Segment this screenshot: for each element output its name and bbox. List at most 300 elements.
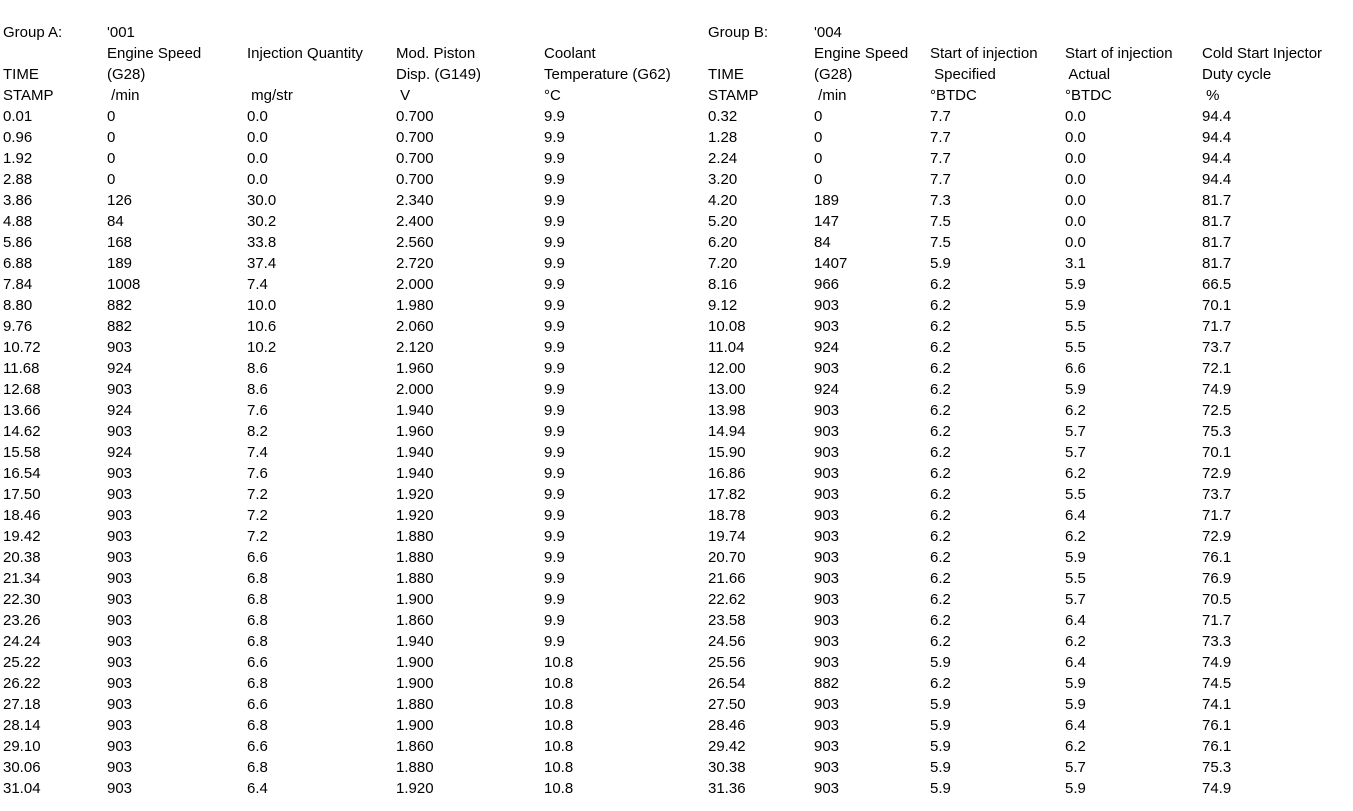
table-cell: 5.7	[1065, 591, 1086, 608]
table-cell: 10.72	[3, 339, 41, 356]
table-cell: 73.7	[1202, 486, 1232, 503]
table-cell: 6.2	[930, 381, 951, 398]
table-cell: 0.700	[396, 108, 434, 125]
table-cell: 6.8	[247, 717, 268, 734]
table-cell: 5.7	[1065, 444, 1086, 461]
table-cell: 0.0	[247, 171, 268, 188]
table-cell: 924	[107, 444, 133, 461]
table-cell: 1.940	[396, 402, 434, 419]
table-cell: 15.58	[3, 444, 41, 461]
table-cell: 903	[107, 738, 133, 755]
table-cell: 5.9	[930, 255, 951, 272]
column-header: STAMP	[708, 87, 759, 104]
table-cell: 2.000	[396, 381, 434, 398]
table-cell: 27.50	[708, 696, 746, 713]
table-cell: 25.22	[3, 654, 41, 671]
column-header: (G28)	[107, 66, 146, 83]
table-cell: 1.900	[396, 591, 434, 608]
table-cell: 6.8	[247, 591, 268, 608]
table-cell: 1.920	[396, 780, 434, 797]
table-cell: 81.7	[1202, 192, 1232, 209]
table-cell: 903	[107, 549, 133, 566]
column-header: Injection Quantity	[247, 45, 363, 62]
table-cell: 0.0	[1065, 150, 1086, 167]
table-cell: 7.7	[930, 108, 951, 125]
table-cell: 6.8	[247, 570, 268, 587]
table-cell: 9.9	[544, 444, 565, 461]
table-cell: 903	[107, 465, 133, 482]
column-header: Engine Speed	[814, 45, 909, 62]
table-cell: 16.54	[3, 465, 41, 482]
table-cell: 7.20	[708, 255, 738, 272]
table-cell: 74.1	[1202, 696, 1232, 713]
table-cell: 903	[814, 696, 840, 713]
table-cell: 0.700	[396, 150, 434, 167]
table-cell: 903	[107, 339, 133, 356]
group-label: Group B:	[708, 24, 769, 41]
table-cell: 8.16	[708, 276, 738, 293]
table-cell: 5.9	[1065, 696, 1086, 713]
table-cell: 0.0	[247, 129, 268, 146]
table-cell: 30.38	[708, 759, 746, 776]
table-cell: 5.9	[930, 654, 951, 671]
table-cell: 9.9	[544, 528, 565, 545]
table-cell: 28.14	[3, 717, 41, 734]
table-cell: 9.9	[544, 612, 565, 629]
table-cell: 6.6	[247, 738, 268, 755]
table-cell: 6.8	[247, 675, 268, 692]
table-cell: 8.80	[3, 297, 33, 314]
table-cell: 29.10	[3, 738, 41, 755]
table-cell: 924	[814, 339, 840, 356]
table-cell: 5.9	[930, 738, 951, 755]
table-cell: 13.98	[708, 402, 746, 419]
table-cell: 7.5	[930, 234, 951, 251]
column-header: Cold Start Injector	[1202, 45, 1323, 62]
group-label: Group A:	[3, 24, 63, 41]
table-cell: 9.9	[544, 633, 565, 650]
table-cell: 9.9	[544, 108, 565, 125]
table-cell: 94.4	[1202, 150, 1232, 167]
table-cell: 10.2	[247, 339, 277, 356]
table-cell: 94.4	[1202, 129, 1232, 146]
table-cell: 6.20	[708, 234, 738, 251]
table-cell: 12.00	[708, 360, 746, 377]
block-number: '001	[107, 24, 135, 41]
table-cell: 27.18	[3, 696, 41, 713]
table-cell: 73.3	[1202, 633, 1232, 650]
table-cell: 903	[107, 486, 133, 503]
table-cell: 3.20	[708, 171, 738, 188]
table-cell: 8.6	[247, 381, 268, 398]
table-cell: 903	[814, 528, 840, 545]
table-cell: 7.4	[247, 276, 268, 293]
table-cell: 903	[814, 486, 840, 503]
table-cell: 6.2	[1065, 402, 1086, 419]
table-cell: 5.86	[3, 234, 33, 251]
table-cell: 1008	[107, 276, 141, 293]
table-cell: 70.1	[1202, 297, 1232, 314]
table-cell: 6.2	[930, 297, 951, 314]
table-cell: 7.84	[3, 276, 33, 293]
table-cell: 10.8	[544, 738, 574, 755]
table-cell: 6.2	[1065, 738, 1086, 755]
table-cell: 9.9	[544, 381, 565, 398]
table-cell: 7.3	[930, 192, 951, 209]
table-cell: 29.42	[708, 738, 746, 755]
table-cell: 2.560	[396, 234, 434, 251]
table-cell: 74.9	[1202, 381, 1232, 398]
table-cell: 3.1	[1065, 255, 1086, 272]
table-cell: 75.3	[1202, 759, 1232, 776]
table-cell: 903	[107, 717, 133, 734]
table-cell: 1.880	[396, 696, 434, 713]
table-cell: 1.860	[396, 612, 434, 629]
table-cell: 10.8	[544, 780, 574, 797]
table-cell: 0	[814, 150, 823, 167]
table-cell: 7.2	[247, 486, 268, 503]
table-cell: 14.62	[3, 423, 41, 440]
table-cell: 903	[814, 759, 840, 776]
table-cell: 11.04	[708, 339, 745, 356]
table-cell: 1.28	[708, 129, 738, 146]
table-cell: 924	[814, 381, 840, 398]
table-cell: 903	[814, 738, 840, 755]
table-cell: 37.4	[247, 255, 277, 272]
table-cell: 4.88	[3, 213, 33, 230]
table-cell: 903	[107, 612, 133, 629]
column-header: Specified	[930, 66, 996, 83]
block-number: '004	[814, 24, 842, 41]
table-cell: 6.2	[930, 465, 951, 482]
table-cell: 26.22	[3, 675, 41, 692]
table-cell: 903	[814, 549, 840, 566]
table-cell: 74.5	[1202, 675, 1232, 692]
table-cell: 0.96	[3, 129, 33, 146]
table-cell: 9.76	[3, 318, 33, 335]
table-cell: 6.2	[930, 507, 951, 524]
table-cell: 7.2	[247, 507, 268, 524]
column-header: %	[1202, 87, 1220, 104]
table-cell: 1.880	[396, 570, 434, 587]
table-cell: 6.6	[247, 549, 268, 566]
column-header: /min	[107, 87, 140, 104]
table-cell: 903	[107, 696, 133, 713]
table-cell: 9.9	[544, 297, 565, 314]
table-cell: 903	[814, 570, 840, 587]
column-header: Disp. (G149)	[396, 66, 482, 83]
table-cell: 6.2	[930, 339, 951, 356]
table-cell: 5.9	[1065, 549, 1086, 566]
table-cell: 6.4	[1065, 717, 1086, 734]
table-cell: 6.2	[930, 549, 951, 566]
table-cell: 7.6	[247, 402, 268, 419]
table-cell: 903	[814, 423, 840, 440]
table-cell: 9.9	[544, 570, 565, 587]
table-cell: 28.46	[708, 717, 746, 734]
column-header: Engine Speed	[107, 45, 202, 62]
table-cell: 6.88	[3, 255, 33, 272]
column-header: mg/str	[247, 87, 293, 104]
table-cell: 5.9	[930, 696, 951, 713]
table-cell: 9.9	[544, 591, 565, 608]
table-cell: 10.0	[247, 297, 277, 314]
table-cell: 1.900	[396, 675, 434, 692]
table-cell: 6.2	[930, 612, 951, 629]
table-cell: 74.9	[1202, 780, 1232, 797]
table-cell: 20.38	[3, 549, 41, 566]
table-cell: 903	[814, 444, 840, 461]
table-cell: 10.8	[544, 717, 574, 734]
table-cell: 10.8	[544, 654, 574, 671]
table-cell: 5.5	[1065, 486, 1086, 503]
table-cell: 18.46	[3, 507, 41, 524]
column-header: /min	[814, 87, 847, 104]
table-cell: 6.4	[1065, 507, 1086, 524]
table-cell: 76.1	[1202, 738, 1232, 755]
table-cell: 6.8	[247, 612, 268, 629]
table-cell: 903	[814, 633, 840, 650]
column-header: Actual	[1065, 66, 1111, 83]
table-cell: 903	[107, 570, 133, 587]
table-cell: 0.0	[1065, 213, 1086, 230]
table-cell: 7.7	[930, 129, 951, 146]
table-cell: 5.9	[1065, 780, 1086, 797]
table-cell: 1407	[814, 255, 848, 272]
table-cell: 17.82	[708, 486, 746, 503]
table-cell: 903	[814, 402, 840, 419]
table-cell: 0.700	[396, 171, 434, 188]
table-cell: 6.2	[930, 318, 951, 335]
table-cell: 15.90	[708, 444, 746, 461]
table-cell: 6.4	[1065, 612, 1086, 629]
table-cell: 6.2	[930, 570, 951, 587]
table-cell: 0.0	[247, 150, 268, 167]
table-cell: 6.2	[930, 276, 951, 293]
table-cell: 10.8	[544, 759, 574, 776]
table-cell: 5.5	[1065, 339, 1086, 356]
table-cell: 26.54	[708, 675, 746, 692]
table-cell: 1.940	[396, 633, 434, 650]
table-cell: 0	[107, 150, 116, 167]
table-cell: 903	[814, 654, 840, 671]
table-cell: 72.1	[1202, 360, 1232, 377]
table-cell: 7.7	[930, 150, 951, 167]
table-cell: 903	[107, 633, 133, 650]
table-cell: 9.9	[544, 213, 565, 230]
table-cell: 10.08	[708, 318, 746, 335]
table-cell: 9.9	[544, 549, 565, 566]
table-cell: 2.340	[396, 192, 434, 209]
table-cell: 0.0	[1065, 171, 1086, 188]
table-cell: 1.940	[396, 465, 434, 482]
column-header: (G28)	[814, 66, 853, 83]
table-cell: 882	[107, 318, 133, 335]
table-cell: 9.9	[544, 171, 565, 188]
table-cell: 22.62	[708, 591, 746, 608]
table-cell: 5.9	[930, 780, 951, 797]
table-cell: 903	[107, 759, 133, 776]
table-cell: 6.4	[247, 780, 268, 797]
table-cell: 903	[107, 423, 133, 440]
table-cell: 189	[814, 192, 840, 209]
column-header: Start of injection	[930, 45, 1038, 62]
table-cell: 0	[814, 108, 823, 125]
table-cell: 1.920	[396, 486, 434, 503]
table-cell: 1.960	[396, 423, 434, 440]
table-cell: 6.6	[247, 654, 268, 671]
table-cell: 924	[107, 360, 133, 377]
table-cell: 903	[814, 507, 840, 524]
table-cell: 1.900	[396, 654, 434, 671]
table-cell: 0	[107, 171, 116, 188]
table-cell: 13.66	[3, 402, 41, 419]
table-cell: 903	[814, 780, 840, 797]
table-cell: 72.9	[1202, 465, 1232, 482]
table-cell: 75.3	[1202, 423, 1232, 440]
table-cell: 903	[814, 612, 840, 629]
table-cell: 71.7	[1202, 318, 1232, 335]
column-header: °BTDC	[1065, 87, 1112, 104]
table-cell: 168	[107, 234, 133, 251]
table-cell: 903	[107, 528, 133, 545]
table-cell: 9.9	[544, 150, 565, 167]
table-cell: 6.8	[247, 759, 268, 776]
table-cell: 903	[107, 780, 133, 797]
table-cell: 19.74	[708, 528, 746, 545]
table-cell: 903	[107, 654, 133, 671]
column-header: Duty cycle	[1202, 66, 1272, 83]
table-cell: 5.5	[1065, 318, 1086, 335]
table-cell: 19.42	[3, 528, 41, 545]
table-cell: 6.6	[247, 696, 268, 713]
table-cell: 903	[107, 507, 133, 524]
table-cell: 71.7	[1202, 612, 1232, 629]
table-cell: 10.8	[544, 675, 574, 692]
table-cell: 9.9	[544, 360, 565, 377]
table-cell: 5.7	[1065, 759, 1086, 776]
table-cell: 2.720	[396, 255, 434, 272]
table-cell: 6.2	[1065, 465, 1086, 482]
table-cell: 1.860	[396, 738, 434, 755]
table-cell: 6.2	[1065, 528, 1086, 545]
table-cell: 72.9	[1202, 528, 1232, 545]
table-cell: 2.24	[708, 150, 738, 167]
table-cell: 14.94	[708, 423, 746, 440]
table-cell: 903	[814, 717, 840, 734]
table-cell: 76.1	[1202, 549, 1232, 566]
table-cell: 0.0	[1065, 234, 1086, 251]
column-header: Start of injection	[1065, 45, 1173, 62]
table-cell: 2.000	[396, 276, 434, 293]
table-cell: 5.9	[930, 759, 951, 776]
table-cell: 30.06	[3, 759, 41, 776]
table-cell: 84	[814, 234, 831, 251]
table-cell: 6.2	[930, 423, 951, 440]
table-cell: 6.2	[930, 486, 951, 503]
table-cell: 189	[107, 255, 133, 272]
table-cell: 6.4	[1065, 654, 1086, 671]
column-header: Mod. Piston	[396, 45, 476, 62]
table-cell: 5.5	[1065, 570, 1086, 587]
table-cell: 66.5	[1202, 276, 1232, 293]
table-cell: 1.940	[396, 444, 434, 461]
table-cell: 71.7	[1202, 507, 1232, 524]
table-cell: 7.5	[930, 213, 951, 230]
table-cell: 9.9	[544, 507, 565, 524]
table-cell: 0	[814, 129, 823, 146]
table-cell: 1.900	[396, 717, 434, 734]
table-cell: 2.120	[396, 339, 434, 356]
table-cell: 6.8	[247, 633, 268, 650]
table-cell: 903	[814, 591, 840, 608]
table-cell: 882	[107, 297, 133, 314]
column-header: Coolant	[544, 45, 596, 62]
table-cell: 81.7	[1202, 234, 1232, 251]
table-cell: 5.9	[1065, 276, 1086, 293]
column-header: °BTDC	[930, 87, 977, 104]
table-cell: 6.2	[930, 360, 951, 377]
table-cell: 2.060	[396, 318, 434, 335]
table-cell: 5.9	[1065, 297, 1086, 314]
table-cell: 5.9	[1065, 675, 1086, 692]
table-cell: 5.20	[708, 213, 738, 230]
table-cell: 72.5	[1202, 402, 1232, 419]
table-cell: 73.7	[1202, 339, 1232, 356]
table-cell: 0.01	[3, 108, 33, 125]
table-cell: 13.00	[708, 381, 746, 398]
table-cell: 924	[107, 402, 133, 419]
table-cell: 903	[814, 465, 840, 482]
column-header: TIME	[3, 66, 39, 83]
column-header: °C	[544, 87, 561, 104]
table-cell: 1.880	[396, 528, 434, 545]
table-cell: 9.9	[544, 192, 565, 209]
table-cell: 903	[814, 297, 840, 314]
table-cell: 81.7	[1202, 213, 1232, 230]
table-cell: 70.1	[1202, 444, 1232, 461]
table-cell: 9.9	[544, 234, 565, 251]
table-cell: 6.2	[930, 633, 951, 650]
table-cell: 903	[814, 360, 840, 377]
table-cell: 9.9	[544, 339, 565, 356]
table-cell: 1.880	[396, 549, 434, 566]
table-cell: 7.4	[247, 444, 268, 461]
table-cell: 21.34	[3, 570, 41, 587]
table-cell: 5.9	[930, 717, 951, 734]
table-cell: 9.9	[544, 423, 565, 440]
table-cell: 31.04	[3, 780, 41, 797]
table-cell: 8.2	[247, 423, 268, 440]
table-cell: 16.86	[708, 465, 746, 482]
table-cell: 21.66	[708, 570, 746, 587]
table-cell: 24.56	[708, 633, 746, 650]
table-cell: 10.8	[544, 696, 574, 713]
table-cell: 30.0	[247, 192, 277, 209]
table-cell: 4.20	[708, 192, 738, 209]
table-cell: 0	[814, 171, 823, 188]
column-header: STAMP	[3, 87, 54, 104]
table-cell: 20.70	[708, 549, 746, 566]
table-cell: 31.36	[708, 780, 746, 797]
column-header: TIME	[708, 66, 744, 83]
table-cell: 11.68	[3, 360, 40, 377]
table-cell: 1.980	[396, 297, 434, 314]
table-cell: 94.4	[1202, 108, 1232, 125]
table-cell: 7.2	[247, 528, 268, 545]
table-cell: 6.6	[1065, 360, 1086, 377]
table-cell: 9.9	[544, 318, 565, 335]
